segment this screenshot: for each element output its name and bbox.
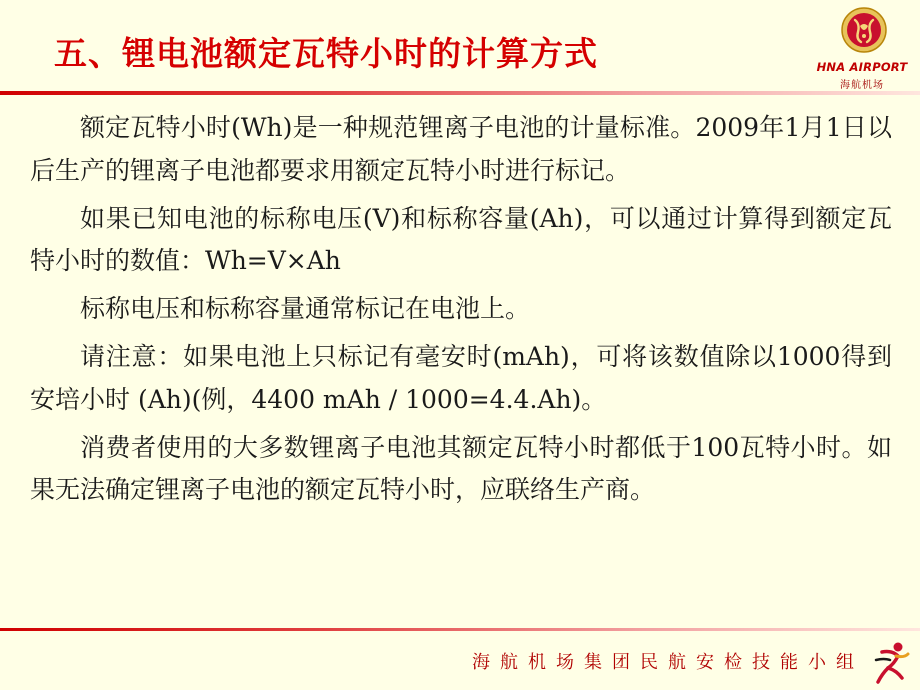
logo-brand-cn-text: 海航机场 [840, 80, 884, 91]
running-figure-icon [872, 640, 912, 684]
footer-organization: 海航机场集团民航安检技能小组 [472, 652, 864, 673]
paragraph-battery-marking: 标称电压和标称容量通常标记在电池上。 [80, 294, 531, 323]
paragraph-consumer-batteries: 消费者使用的大多数锂离子电池其额定瓦特小时都低于100瓦特小时。如果无法确定锂离子电池的额定瓦特小时，应联络生产商。 [30, 432, 892, 504]
paragraph-wh-formula: 如果已知电池的标称电压(V)和标称容量(Ah)，可以通过计算得到额定瓦特小时的数值：Wh=V×Ah [30, 203, 892, 275]
title-divider [0, 91, 920, 95]
slide-title: 五、锂电池额定瓦特小时的计算方式 [54, 34, 598, 73]
hna-airport-logo [808, 6, 916, 92]
footer-divider [0, 628, 920, 631]
paragraph-mah-conversion: 请注意：如果电池上只标记有毫安时(mAh)，可将该数值除以1000得到安培小时 (Ah)(例，4400 mAh / 1000=4.4.Ah)。 [30, 342, 892, 414]
paragraph-wh-definition: 额定瓦特小时(Wh)是一种规范锂离子电池的计量标准。2009年1月1日以后生产的锂离子电池都要求用额定瓦特小时进行标记。 [30, 113, 892, 185]
body-text [30, 107, 892, 517]
hna-emblem-icon [840, 6, 888, 54]
logo-brand-text: HNA AIRPORT [816, 60, 908, 74]
